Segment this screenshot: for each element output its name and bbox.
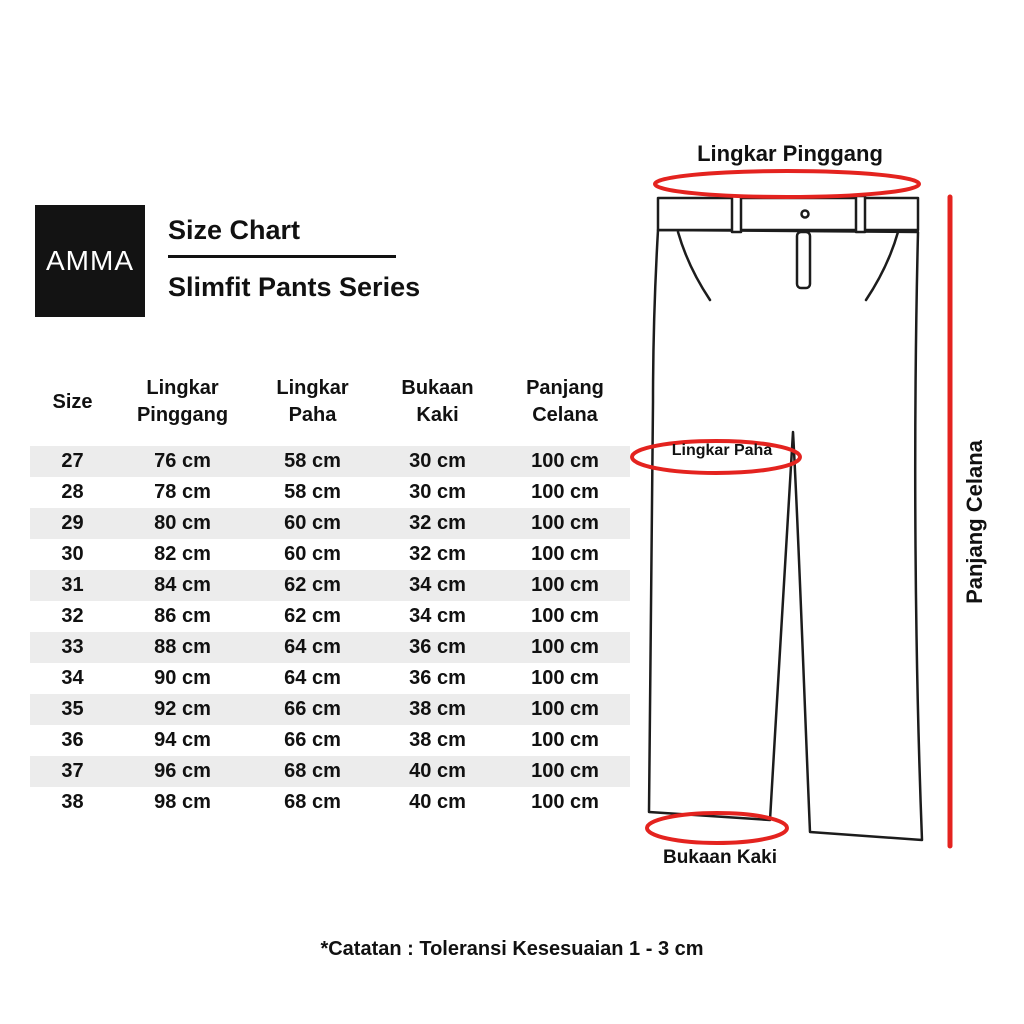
- waist-button: [802, 211, 809, 218]
- size-cell: 29: [61, 512, 84, 534]
- size-cell: 31: [61, 574, 84, 596]
- thigh-label: Lingkar Paha: [671, 442, 773, 459]
- size-table: [30, 364, 630, 818]
- waist-cell: 88 cm: [154, 636, 211, 658]
- table-row: [30, 725, 630, 756]
- column-header-thigh: [250, 364, 375, 440]
- length-cell: 100 cm: [531, 605, 599, 627]
- page-title: Size Chart: [168, 215, 301, 245]
- waist-cell: 92 cm: [154, 698, 211, 720]
- leg-opening-cell: 30 cm: [409, 450, 466, 472]
- leg-opening-cell: 40 cm: [409, 791, 466, 813]
- waist-label: Lingkar Pinggang: [697, 141, 883, 166]
- thigh-cell: 58 cm: [284, 450, 341, 472]
- waist-cell: 84 cm: [154, 574, 211, 596]
- size-cell: 28: [61, 481, 84, 503]
- belt-loop-right: [856, 196, 865, 232]
- header-line: Paha: [288, 404, 337, 426]
- length-cell: 100 cm: [531, 698, 599, 720]
- thigh-cell: 66 cm: [284, 698, 341, 720]
- length-cell: 100 cm: [531, 543, 599, 565]
- title-block: [168, 216, 420, 303]
- table-row: [30, 756, 630, 787]
- length-cell: 100 cm: [531, 512, 599, 534]
- size-cell: 36: [61, 729, 84, 751]
- header-line: Kaki: [416, 404, 459, 426]
- waist-cell: 78 cm: [154, 481, 211, 503]
- table-row: [30, 446, 630, 477]
- table-row: [30, 539, 630, 570]
- thigh-cell: 62 cm: [284, 574, 341, 596]
- thigh-cell: 60 cm: [284, 543, 341, 565]
- leg-opening-cell: 30 cm: [409, 481, 466, 503]
- thigh-cell: 64 cm: [284, 636, 341, 658]
- brand-logo: [35, 205, 145, 317]
- pants-illustration: [620, 140, 1020, 880]
- footnote: *Catatan : Toleransi Kesesuaian 1 - 3 cm: [320, 938, 704, 960]
- header-line: Pinggang: [136, 404, 229, 426]
- length-cell: 100 cm: [531, 636, 599, 658]
- header-line: Size: [52, 390, 93, 413]
- table-row: [30, 663, 630, 694]
- table-row: [30, 570, 630, 601]
- thigh-cell: 60 cm: [284, 512, 341, 534]
- size-cell: 33: [61, 636, 84, 658]
- thigh-cell: 68 cm: [284, 760, 341, 782]
- pants-waistband: [658, 198, 918, 230]
- length-cell: 100 cm: [531, 574, 599, 596]
- table-row: [30, 694, 630, 725]
- waist-cell: 98 cm: [154, 791, 211, 813]
- leg-opening-cell: 38 cm: [409, 729, 466, 751]
- length-cell: 100 cm: [531, 760, 599, 782]
- leg-opening-cell: 40 cm: [409, 760, 466, 782]
- column-header-length: [500, 364, 630, 440]
- size-cell: 27: [61, 450, 84, 472]
- header-line: Lingkar: [146, 377, 219, 399]
- leg-opening-cell: 36 cm: [409, 667, 466, 689]
- waist-measure-ellipse: [655, 171, 919, 197]
- waist-cell: 82 cm: [154, 543, 211, 565]
- table-header-row: [30, 364, 630, 440]
- size-cell: 34: [61, 667, 84, 689]
- leg-opening-cell: 32 cm: [409, 543, 466, 565]
- header-line: Lingkar: [276, 377, 349, 399]
- waist-cell: 94 cm: [154, 729, 211, 751]
- leg-opening-label: Bukaan Kaki: [662, 847, 778, 868]
- thigh-cell: 64 cm: [284, 667, 341, 689]
- thigh-cell: 66 cm: [284, 729, 341, 751]
- column-header-size: [30, 364, 115, 440]
- length-cell: 100 cm: [531, 481, 599, 503]
- table-row: [30, 508, 630, 539]
- length-label: Panjang Celana: [962, 440, 987, 604]
- length-cell: 100 cm: [531, 667, 599, 689]
- length-cell: 100 cm: [531, 450, 599, 472]
- leg-opening-cell: 36 cm: [409, 636, 466, 658]
- waist-cell: 96 cm: [154, 760, 211, 782]
- thigh-cell: 58 cm: [284, 481, 341, 503]
- page-subtitle: Slimfit Pants Series: [168, 271, 421, 302]
- belt-loop-left: [732, 196, 741, 232]
- waist-cell: 90 cm: [154, 667, 211, 689]
- size-cell: 37: [61, 760, 84, 782]
- size-cell: 32: [61, 605, 84, 627]
- thigh-cell: 62 cm: [284, 605, 341, 627]
- brand-logo-text: AMMA: [46, 245, 134, 276]
- size-cell: 35: [61, 698, 84, 720]
- header-line: Bukaan: [401, 377, 474, 399]
- waist-cell: 86 cm: [154, 605, 211, 627]
- size-cell: 38: [61, 791, 84, 813]
- waist-cell: 76 cm: [154, 450, 211, 472]
- header-line: Celana: [532, 404, 598, 426]
- leg-opening-cell: 34 cm: [409, 605, 466, 627]
- table-row: [30, 477, 630, 508]
- table-row: [30, 632, 630, 663]
- length-cell: 100 cm: [531, 791, 599, 813]
- pants-outline: [649, 230, 922, 840]
- thigh-cell: 68 cm: [284, 791, 341, 813]
- waist-cell: 80 cm: [154, 512, 211, 534]
- table-row: [30, 601, 630, 632]
- leg-opening-cell: 32 cm: [409, 512, 466, 534]
- title-underline: [168, 255, 396, 258]
- header-line: Panjang: [526, 377, 604, 399]
- table-row: [30, 787, 630, 818]
- column-header-leg-opening: [375, 364, 500, 440]
- column-header-waist: [115, 364, 250, 440]
- size-cell: 30: [61, 543, 84, 565]
- length-cell: 100 cm: [531, 729, 599, 751]
- leg-opening-cell: 34 cm: [409, 574, 466, 596]
- leg-opening-cell: 38 cm: [409, 698, 466, 720]
